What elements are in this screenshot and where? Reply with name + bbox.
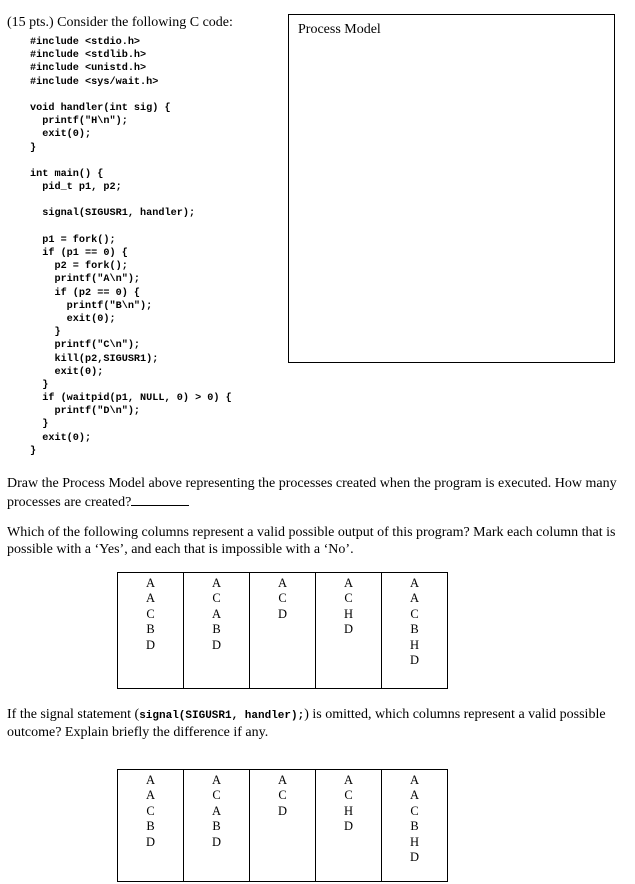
output-line: A <box>409 773 420 787</box>
table-row <box>118 770 448 882</box>
code-line <box>30 194 232 207</box>
code-line: pid_t p1, p2; <box>30 182 122 194</box>
code-line: } <box>30 142 37 154</box>
code-line: signal(SIGUSR1, handler); <box>30 208 196 220</box>
output-line: C <box>278 788 287 803</box>
part1-text: Draw the Process Model above representing the processes created when the program is executed. How many processes are created? <box>7 476 617 510</box>
output-line: B <box>146 622 155 637</box>
output-line: B <box>212 622 221 637</box>
part2-text: Which of the following columns represent a valid possible output of this program? Mark each column that is possible with a ‘Yes’, and each that is impossible with a ‘No’. <box>7 525 616 557</box>
output-line: C <box>212 591 221 606</box>
output-line: D <box>211 637 222 652</box>
code-line: printf("H\n"); <box>30 116 128 128</box>
output-column-5[interactable] <box>382 770 448 882</box>
code-line: if (p1 == 0) { <box>30 248 128 259</box>
code-line: exit(0); <box>30 432 92 444</box>
output-line: C <box>410 803 419 818</box>
output-column-3[interactable] <box>250 770 316 882</box>
output-column-5[interactable] <box>382 573 448 689</box>
output-column-1[interactable] <box>118 573 184 689</box>
output-line: A <box>409 788 420 803</box>
code-line: printf("C\n"); <box>30 340 141 352</box>
output-line: A <box>409 576 420 590</box>
code-line: exit(0); <box>30 313 116 325</box>
output-line: A <box>277 576 288 590</box>
code-line: #include <unistd.h> <box>30 63 147 75</box>
output-line: C <box>146 606 155 621</box>
output-line: D <box>211 834 222 849</box>
part3-text-after: ) is omitted, which columns represent a valid possible outcome? Explain briefly the difference if any. <box>7 707 606 740</box>
code-line <box>30 155 232 168</box>
code-line: p2 = fork(); <box>30 261 128 273</box>
code-line: int main() { <box>30 168 104 180</box>
code-line: } <box>30 419 49 431</box>
code-line: exit(0); <box>30 366 104 378</box>
output-table-2 <box>117 769 448 882</box>
output-line: A <box>211 576 222 590</box>
output-line: H <box>409 834 420 849</box>
part3-text-before: If the signal statement ( <box>7 707 140 722</box>
code-line: printf("D\n"); <box>30 406 141 418</box>
code-line <box>30 221 232 234</box>
output-line: A <box>145 788 156 803</box>
output-line: H <box>409 637 420 652</box>
code-line: } <box>30 379 49 391</box>
code-line: #include <stdio.h> <box>30 37 141 48</box>
output-line: A <box>277 773 288 787</box>
code-line: kill(p2,SIGUSR1); <box>30 353 159 365</box>
code-line: printf("B\n"); <box>30 300 153 312</box>
output-line: A <box>343 773 354 787</box>
output-line: A <box>343 576 354 590</box>
output-line: C <box>344 788 353 803</box>
part3-code: signal(SIGUSR1, handler); <box>139 710 305 722</box>
output-column-2[interactable] <box>184 573 250 689</box>
output-line: H <box>343 803 354 818</box>
output-line: D <box>409 850 420 865</box>
code-line: } <box>30 445 37 457</box>
code-listing <box>30 36 232 458</box>
output-line: B <box>212 819 221 834</box>
output-line: D <box>277 606 288 621</box>
output-line: H <box>343 606 354 621</box>
output-line: A <box>211 606 222 621</box>
output-line: C <box>278 591 287 606</box>
output-line: C <box>344 591 353 606</box>
output-line: B <box>410 622 419 637</box>
output-column-4[interactable] <box>316 770 382 882</box>
code-line: p1 = fork(); <box>30 234 116 246</box>
output-line: C <box>410 606 419 621</box>
output-line: B <box>410 819 419 834</box>
question-header: (15 pts.) Consider the following C code: <box>7 15 233 30</box>
output-line: D <box>145 637 156 652</box>
output-line: C <box>146 803 155 818</box>
output-line: A <box>145 773 156 787</box>
code-line: #include <sys/wait.h> <box>30 76 159 88</box>
output-line: D <box>343 622 354 637</box>
code-line: printf("A\n"); <box>30 274 141 286</box>
process-model-title: Process Model <box>298 22 381 37</box>
output-line: B <box>146 819 155 834</box>
answer-blank[interactable] <box>131 493 189 506</box>
output-line: C <box>212 788 221 803</box>
code-line: exit(0); <box>30 129 92 141</box>
code-line <box>30 89 232 102</box>
code-line: void handler(int sig) { <box>30 102 171 114</box>
output-line: A <box>211 773 222 787</box>
output-line: A <box>409 591 420 606</box>
code-line: if (p2 == 0) { <box>30 287 141 299</box>
output-line: D <box>277 803 288 818</box>
table-row <box>118 573 448 689</box>
code-line: } <box>30 327 61 339</box>
output-column-1[interactable] <box>118 770 184 882</box>
code-line: if (waitpid(p1, NULL, 0) > 0) { <box>30 393 232 405</box>
output-line: A <box>211 803 222 818</box>
output-table-1 <box>117 572 448 689</box>
part1-question <box>7 476 619 511</box>
output-line: D <box>343 819 354 834</box>
code-line: #include <stdlib.h> <box>30 50 147 62</box>
output-line: A <box>145 591 156 606</box>
process-model-box <box>288 14 615 363</box>
output-line: D <box>409 653 420 668</box>
output-column-2[interactable] <box>184 770 250 882</box>
output-line: D <box>145 834 156 849</box>
output-column-4[interactable] <box>316 573 382 689</box>
output-line: A <box>145 576 156 590</box>
part2-question <box>7 525 619 558</box>
output-column-3[interactable] <box>250 573 316 689</box>
part3-question <box>7 707 619 741</box>
